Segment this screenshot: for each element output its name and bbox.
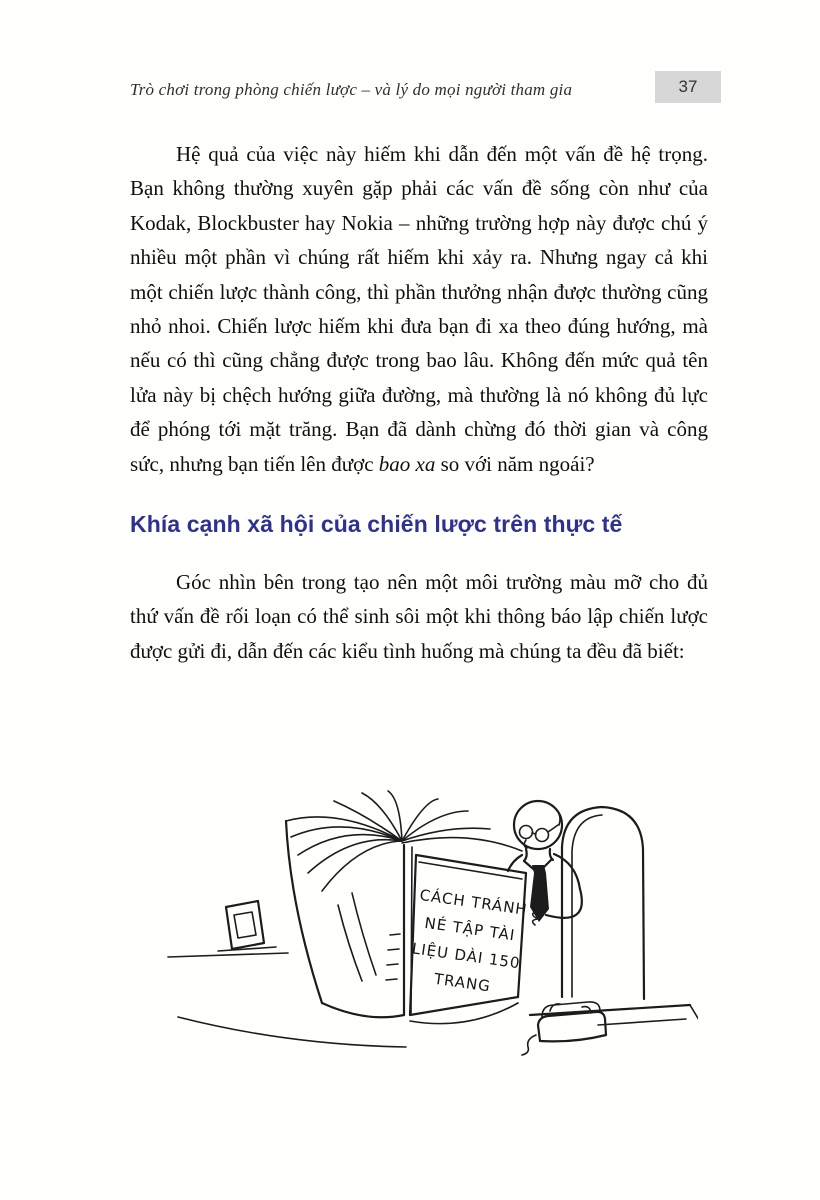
paragraph-1-text: Hệ quả của việc này hiếm khi dẫn đến một vấn đề hệ trọng. Bạn không thường xuyên gặp phải các vấn đề sống còn như của Kodak, Blockbuster hay Nokia – những trường hợp này được chú ý nhiều một phần vì chúng rất hiếm khi xảy ra. Nhưng ngay cả khi một chiến lược thành công, thì phần thưởng nhận được thường cũng nhỏ nhoi. Chiến lược hiếm khi đưa bạn đi xa theo đúng hướng, mà nếu có thì cũng chẳng được trong bao lâu. Không đến mức quả tên lửa này bị chệch hướng giữa đường, mà thường là nó không đủ lực để phóng tới mặt trăng. Bạn đã dành chừng đó thời gian và công sức, nhưng bạn tiến lên được [130, 142, 708, 476]
book-title-line-3: LIỆU DÀI 150 [410, 939, 522, 973]
book-bottom-edge [322, 1003, 404, 1017]
running-title: Trò chơi trong phòng chiến lược – và lý do mọi người tham gia [130, 80, 573, 99]
shoulder-left [508, 855, 522, 871]
paragraph-1 [130, 137, 708, 481]
text-block [130, 137, 708, 668]
page-number-badge [655, 71, 721, 103]
paragraph-2: Góc nhìn bên trong tạo nên một môi trường màu mỡ cho đủ thứ vấn đề rối loạn có thể sinh sôi một khi thông báo lập chiến lược được gửi đi, dẫn đến các kiểu tình huống mà chúng ta đều đã biết: [130, 570, 708, 663]
cartoon-svg [138, 780, 698, 1090]
chair [562, 807, 644, 999]
shoulder-right [554, 854, 580, 889]
book-left-cover-edge [286, 821, 322, 1003]
neck-left [524, 849, 527, 861]
picture-frame [168, 901, 288, 957]
section-heading: Khía cạnh xã hội của chiến lược trên thực tế [130, 511, 623, 538]
page-edge-hatch [386, 934, 400, 980]
head [514, 801, 562, 849]
book-title-line-4: TRANG [432, 969, 492, 996]
telephone-icon [522, 1002, 606, 1055]
arm [546, 889, 582, 918]
glasses-icon [520, 825, 559, 842]
paragraph-1-tail: so với năm ngoái? [435, 451, 595, 476]
paragraph-1-italic: bao xa [378, 451, 436, 476]
page-number: 37 [678, 77, 698, 96]
cartoon-illustration [138, 780, 698, 1090]
book-title-text [407, 885, 529, 999]
giant-book [286, 791, 529, 1017]
book-title-line-2: NÉ TẬP TÀI [423, 913, 517, 945]
book-title-line-1: CÁCH TRÁNH [418, 885, 529, 919]
